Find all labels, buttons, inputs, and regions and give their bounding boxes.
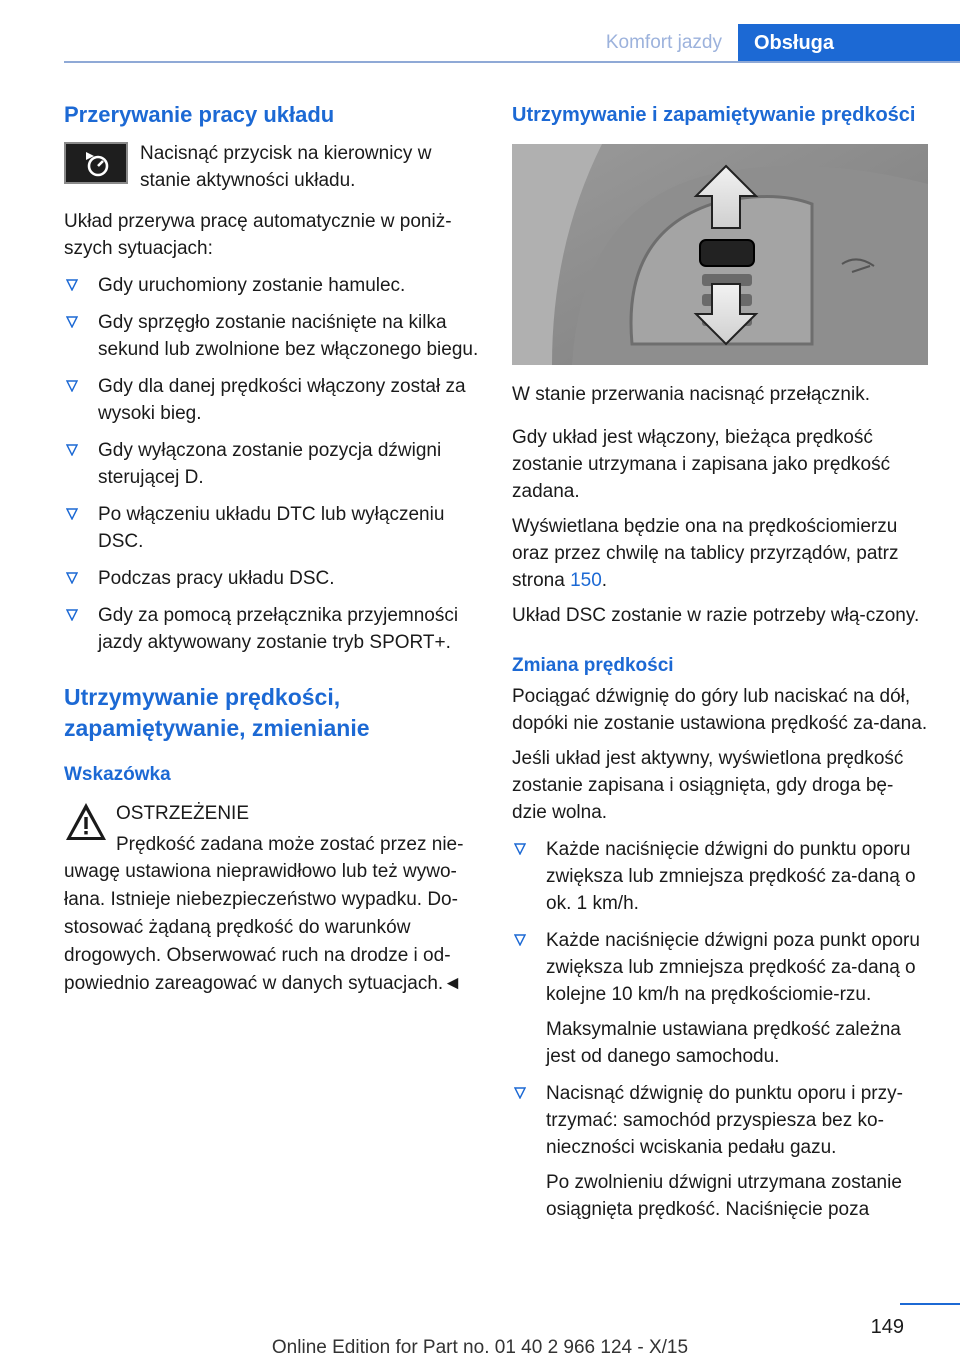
change-list xyxy=(512,836,928,1223)
page-number: 149 xyxy=(870,1316,904,1338)
triangle-bullet-icon xyxy=(66,444,78,456)
triangle-bullet-icon xyxy=(514,934,526,946)
header-tab: Obsługa xyxy=(738,24,960,63)
list-item: Nacisnąć dźwignię do punktu oporu i przy‐trzymać: samochód przyspiesza bez ko‐nieczności wciskania pedału gazu. Po zwolnieniu dźwigni utrzymana zostanie osiągnięta prędkość. Naciśnięcie poza xyxy=(512,1080,928,1223)
interrupt-button-row xyxy=(64,140,480,194)
store-p3: Wyświetlana będzie ona na prędkościomierzu oraz przez chwilę na tablicy przyrządów, patrz strona 150. xyxy=(512,516,899,591)
interrupt-button-text: Nacisnąć przycisk na kierownicy w stanie aktywności układu. xyxy=(140,143,432,191)
page-link[interactable]: 150 xyxy=(570,570,602,591)
triangle-bullet-icon xyxy=(66,508,78,520)
triangle-bullet-icon xyxy=(66,609,78,621)
store-p1: W stanie przerwania nacisnąć przełącznik. xyxy=(512,384,870,405)
warning-text: uwagę ustawiona nieprawidłowo lub też wywo‐łana. Istnieje niebezpieczeństwo wypadku. Do‐stosować żądaną prędkość do warunków drogowych. Obserwować ruch na drodze i od‐powiednio zareagować w danych sytuacjach.◄ xyxy=(64,861,462,994)
change-p1: Pociągać dźwignię do góry lub naciskać na dół, dopóki nie zostanie ustawiona prędkość za‐dana. xyxy=(512,686,928,734)
footer-rule xyxy=(900,1303,960,1305)
list-item: Gdy dla danej prędkości włączony został za wysoki bieg. xyxy=(64,373,480,427)
header-section: Komfort jazdy xyxy=(605,32,722,53)
maintain-heading: Utrzymywanie prędkości, zapamiętywanie, zmienianie xyxy=(64,684,370,741)
store-heading: Utrzymywanie i zapamiętywanie prędkości xyxy=(512,104,916,126)
list-item: Gdy wyłączona zostanie pozycja dźwigni sterującej D. xyxy=(64,437,480,491)
triangle-bullet-icon xyxy=(66,572,78,584)
interrupt-intro: Układ przerywa pracę automatycznie w poniższych sytuacjach: xyxy=(64,211,452,259)
triangle-bullet-icon xyxy=(66,380,78,392)
list-item: Gdy sprzęgło zostanie naciśnięte na kilka sekund lub zwolnione bez włączonego biegu. xyxy=(64,309,480,363)
steering-wheel-lever-image xyxy=(512,144,928,365)
interrupt-list xyxy=(64,272,480,656)
warning-block xyxy=(64,800,480,998)
store-p4: Układ DSC zostanie w razie potrzeby włą‐czony. xyxy=(512,605,920,626)
list-item: Każde naciśnięcie dźwigni poza punkt oporu zwiększa lub zmniejsza prędkość za‐daną o kolejne 10 km/h na prędkościomie‐rzu. Maksymalnie ustawiana prędkość zależna jest od danego samochodu. xyxy=(512,927,928,1070)
warning-triangle-icon xyxy=(64,800,108,844)
interrupt-heading: Przerywanie pracy układu xyxy=(64,102,335,127)
header-rule xyxy=(64,61,960,63)
change-p2: Jeśli układ jest aktywny, wyświetlona prędkość zostanie zapisana i osiągnięta, gdy droga bę‐dzie wolna. xyxy=(512,748,904,823)
list-item: Gdy uruchomiony zostanie hamulec. xyxy=(64,272,480,299)
triangle-bullet-icon xyxy=(66,316,78,328)
note-heading: Wskazówka xyxy=(64,764,171,785)
triangle-bullet-icon xyxy=(514,843,526,855)
list-item: Po włączeniu układu DTC lub wyłączeniu DSC. xyxy=(64,501,480,555)
list-item: Każde naciśnięcie dźwigni do punktu oporu zwiększa lub zmniejsza prędkość za‐daną o ok. 1 km/h. xyxy=(512,836,928,917)
triangle-bullet-icon xyxy=(514,1087,526,1099)
right-column xyxy=(512,100,928,1223)
list-item: Podczas pracy układu DSC. xyxy=(64,565,480,592)
list-item: Gdy za pomocą przełącznika przyjemności jazdy aktywowany zostanie tryb SPORT+. xyxy=(64,602,480,656)
cruise-button-icon xyxy=(64,142,128,184)
store-p2: Gdy układ jest włączony, bieżąca prędkość zostanie utrzymana i zapisana jako prędkość zadana. xyxy=(512,427,891,502)
edition-footer: Online Edition for Part no. 01 40 2 966 124 - X/15 xyxy=(271,1337,689,1358)
warning-first-line: Prędkość zadana może zostać przez nie‐ xyxy=(116,834,464,855)
change-heading: Zmiana prędkości xyxy=(512,655,674,676)
warning-title: OSTRZEŻENIE xyxy=(116,803,250,824)
left-column xyxy=(64,100,480,998)
triangle-bullet-icon xyxy=(66,279,78,291)
